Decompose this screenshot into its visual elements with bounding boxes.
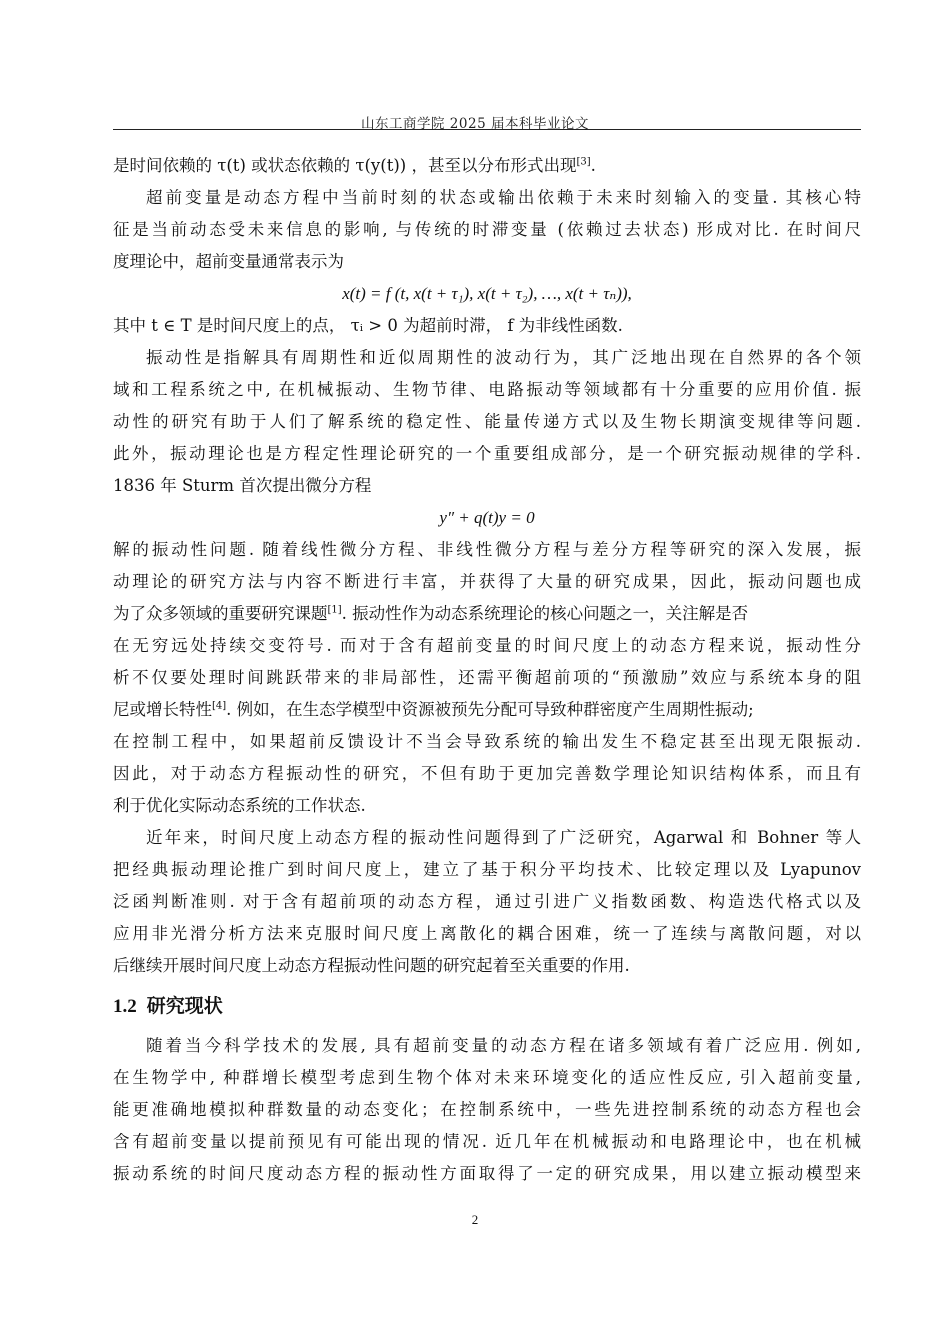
- running-header: 山东工商学院 2025 届本科毕业论文: [361, 116, 589, 132]
- page-number: 2: [471, 1212, 479, 1227]
- text-line: 把经典振动理论推广到时间尺度上，建立了基于积分平均技术、比较定理以及 Lyapunov: [113, 860, 861, 879]
- section-title: 研究现状: [146, 995, 223, 1017]
- text-line: 振动系统的时间尺度动态方程的振动性方面取得了一定的研究成果，用以建立振动模型来: [113, 1164, 861, 1183]
- text-line: 利于优化实际动态系统的工作状态.: [113, 796, 366, 815]
- citation: [3]: [576, 156, 591, 168]
- text-line: 后继续开展时间尺度上动态方程振动性问题的研究起着至关重要的作用.: [113, 956, 630, 975]
- text-line: 在无穷远处持续交变符号. 而对于含有超前变量的时间尺度上的动态方程来说，振动性分: [113, 636, 861, 655]
- section-heading: [113, 982, 861, 1030]
- text-line: 解的振动性问题. 随着线性微分方程、非线性微分方程与差分方程等研究的深入发展，振: [113, 540, 861, 559]
- header-rule: [113, 129, 861, 130]
- text-line: 超前变量是动态方程中当前时刻的状态或输出依赖于未来时刻输入的变量. 其核心特: [146, 188, 861, 207]
- text-line: 振动性是指解具有周期性和近似周期性的波动行为，其广泛地出现在自然界的各个领: [146, 348, 861, 367]
- text-line: 尼或增长特性[4]. 例如，在生态学模型中资源被预先分配可导致种群密度产生周期性振动;: [113, 700, 754, 719]
- text-line: 为了众多领域的重要研究课题[1]. 振动性作为动态系统理论的核心问题之一，关注解是否: [113, 604, 749, 623]
- section-number: 1.2: [113, 996, 137, 1017]
- text-line: 是时间依赖的 τ(t) 或状态依赖的 τ(y(t)) ，甚至以分布形式出现[3].: [113, 156, 596, 175]
- equation-sturm: y″ + q(t)y = 0: [439, 508, 535, 527]
- text-line: 动性的研究有助于人们了解系统的稳定性、能量传递方式以及生物长期演变规律等问题.: [113, 412, 861, 431]
- text-line: 此外，振动理论也是方程定性理论研究的一个重要组成部分，是一个研究振动规律的学科.: [113, 444, 861, 463]
- text-line: 因此，对于动态方程振动性的研究，不但有助于更加完善数学理论知识结构体系，而且有: [113, 764, 861, 783]
- text-line: 析不仅要处理时间跳跃带来的非局部性，还需平衡超前项的“预激励”效应与系统本身的阻: [113, 668, 861, 687]
- text-line: 1836 年 Sturm 首次提出微分方程: [113, 476, 372, 495]
- citation: [4]: [212, 700, 227, 712]
- body-text: [113, 150, 861, 1190]
- text-line: 在控制工程中，如果超前反馈设计不当会导致系统的输出发生不稳定甚至出现无限振动.: [113, 732, 861, 751]
- citation: [1]: [327, 604, 342, 616]
- text-line: 泛函判断准则. 对于含有超前项的动态方程，通过引进广义指数函数、构造迭代格式以及: [113, 892, 861, 911]
- text-line: 度理论中，超前变量通常表示为: [113, 252, 344, 271]
- text-line: 含有超前变量以提前预见有可能出现的情况. 近几年在机械振动和电路理论中，也在机械: [113, 1132, 861, 1151]
- equation-advanced: x(t) = f (t, x(t + τ₁), x(t + τ₂), …, x(t + τₙ)),: [342, 284, 632, 303]
- text-line: 近年来，时间尺度上动态方程的振动性问题得到了广泛研究，Agarwal 和 Bohner 等人: [146, 828, 861, 847]
- text-line: 域和工程系统之中, 在机械振动、生物节律、电路振动等领域都有十分重要的应用价值. 振: [113, 380, 861, 399]
- text-line: 征是当前动态受未来信息的影响, 与传统的时滞变量 (依赖过去状态) 形成对比. 在时间尺: [113, 220, 861, 239]
- text-line: 能更准确地模拟种群数量的动态变化；在控制系统中，一些先进控制系统的动态方程也会: [113, 1100, 861, 1119]
- text-line: 随着当今科学技术的发展, 具有超前变量的动态方程在诸多领域有着广泛应用. 例如,: [146, 1036, 861, 1055]
- text-line: 应用非光滑分析方法来克服时间尺度上离散化的耦合困难，统一了连续与离散问题，对以: [113, 924, 861, 943]
- text-line: 动理论的研究方法与内容不断进行丰富，并获得了大量的研究成果，因此，振动问题也成: [113, 572, 861, 591]
- text-line: 其中 t ∈ T 是时间尺度上的点， τᵢ > 0 为超前时滞， f 为非线性函数.: [113, 316, 623, 335]
- text-line: 在生物学中, 种群增长模型考虑到生物个体对未来环境变化的适应性反应, 引入超前变量,: [113, 1068, 861, 1087]
